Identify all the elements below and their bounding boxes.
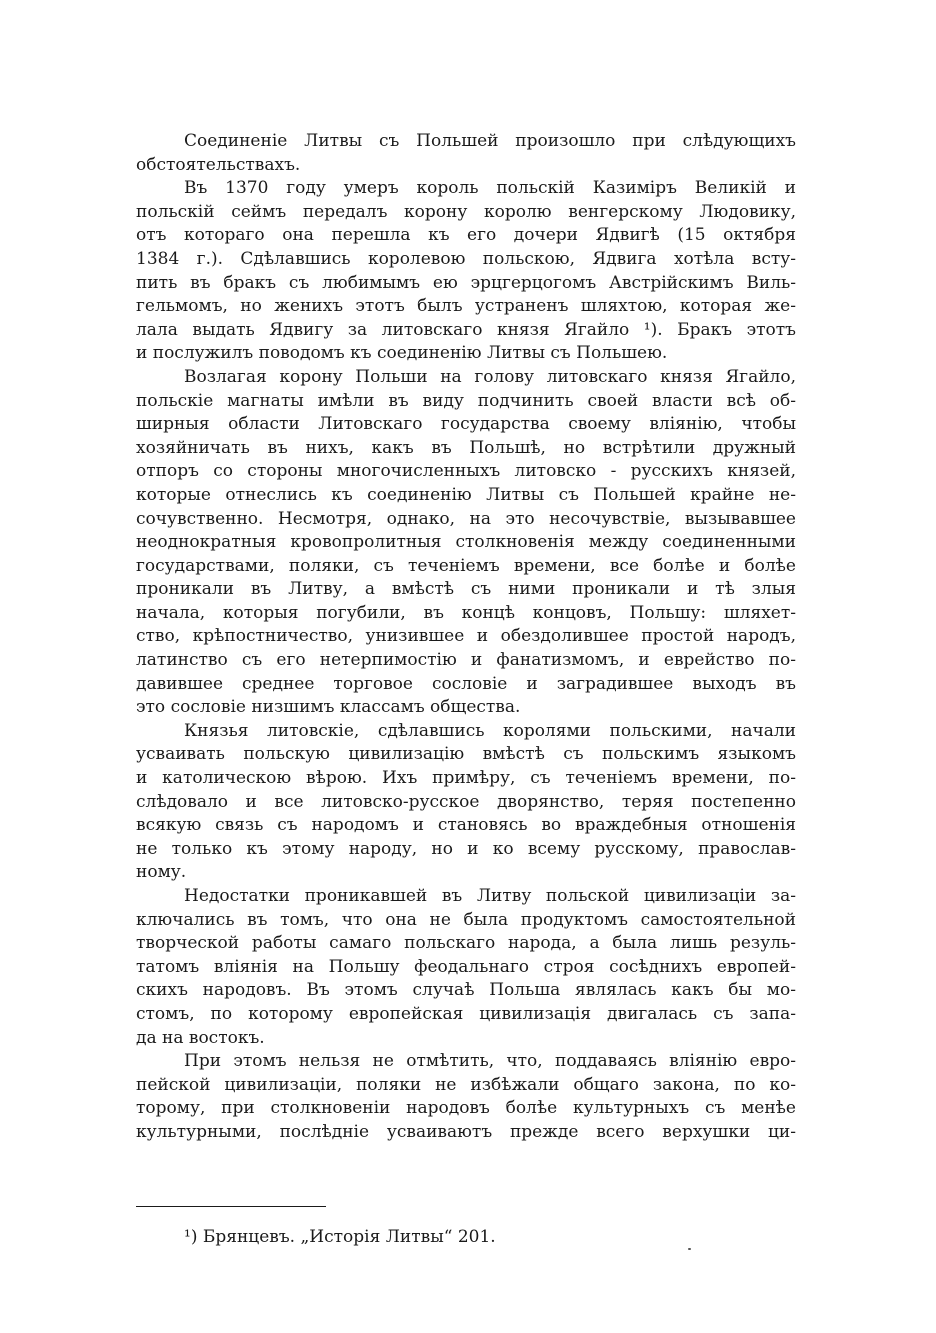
paragraph <box>136 1050 796 1144</box>
text-line: При этомъ нельзя не отмѣтить, что, поддаваясь вліянію евро- <box>184 1051 796 1072</box>
text-line: проникали въ Литву, а вмѣстѣ съ ними проникали и тѣ злыя <box>136 579 796 600</box>
text-line: скихъ народовъ. Въ этомъ случаѣ Польша являлась какъ бы мо- <box>136 980 796 1001</box>
text-line: Князья литовскіе, сдѣлавшись королями польскими, начали <box>184 720 796 741</box>
text-line: отпоръ со стороны многочисленныхъ литовско - русскихъ князей, <box>136 461 796 482</box>
text-line: татомъ вліянія на Польшу феодальнаго строя сосѣднихъ европей- <box>136 956 796 977</box>
text-line: пить въ бракъ съ любимымъ ею эрцгерцогомъ Австрійскимъ Виль- <box>136 272 796 293</box>
text-line: ному. <box>136 862 187 883</box>
text-line: которые отнеслись къ соединенію Литвы съ Польшей крайне не- <box>136 484 796 505</box>
footnote-divider <box>136 1206 326 1207</box>
text-line: ширныя области Литовскаго государства своему вліянію, чтобы <box>136 414 796 435</box>
main-text <box>136 130 796 1145</box>
text-line: да на востокъ. <box>136 1027 265 1048</box>
print-speck <box>688 1248 691 1250</box>
text-line: слѣдовало и все литовско-русское дворянство, теряя постепенно <box>136 791 796 812</box>
text-line: сочувственно. Несмотря, однако, на это несочувствіе, вызывавшее <box>136 508 796 529</box>
text-line: и послужилъ поводомъ къ соединенію Литвы съ Польшею. <box>136 343 668 364</box>
text-line: польскіе магнаты имѣли въ виду подчинить своей власти всѣ об- <box>136 390 796 411</box>
text-line: неоднократныя кровопролитныя столкновенія между соединенными <box>136 532 796 553</box>
text-line: усваивать польскую цивилизацію вмѣстѣ съ польскимъ языкомъ <box>136 744 796 765</box>
text-line: Соединеніе Литвы съ Польшей произошло при слѣдующихъ <box>184 131 796 151</box>
text-line: лала выдать Ядвигу за литовскаго князя Ягайло ¹). Бракъ этотъ <box>136 319 796 340</box>
text-line: стомъ, по которому европейская цивилизація двигалась съ запа- <box>136 1003 796 1024</box>
text-line: творческой работы самаго польскаго народа, а была лишь резуль- <box>136 933 796 954</box>
text-line: это сословіе низшимъ классамъ общества. <box>136 697 521 718</box>
text-line: ство, крѣпостничество, унизившее и обездолившее простой народъ, <box>136 626 796 647</box>
text-line: ключались въ томъ, что она не была продуктомъ самостоятельной <box>136 909 796 930</box>
text-line: культурными, послѣдніе усваиваютъ прежде всего верхушки ци- <box>136 1121 796 1142</box>
text-line: обстоятельствахъ. <box>136 154 301 175</box>
text-line: латинство съ его нетерпимостію и фанатизмомъ, и еврейство по- <box>136 650 796 671</box>
text-line: отъ котораго она перешла къ его дочери Ядвигѣ (15 октября <box>136 225 796 246</box>
text-line: гельмомъ, но женихъ этотъ былъ устраненъ шляхтою, которая же- <box>136 296 796 317</box>
footnote: ¹) Брянцевъ. „Исторія Литвы“ 201. <box>184 1227 496 1247</box>
text-line: хозяйничать въ нихъ, какъ въ Польшѣ, но встрѣтили дружный <box>136 437 796 458</box>
text-line: всякую связь съ народомъ и становясь во враждебныя отношенія <box>136 815 796 836</box>
text-line: не только къ этому народу, но и ко всему русскому, православ- <box>136 838 796 859</box>
text-line: начала, которыя погубили, въ концѣ концовъ, Польшу: шляхет- <box>136 602 796 623</box>
paragraph <box>136 366 796 720</box>
text-line: давившее среднее торговое сословіе и заградившее выходъ въ <box>136 673 796 694</box>
paragraph <box>136 177 796 366</box>
text-line: торому, при столкновеніи народовъ болѣе культурныхъ съ менѣе <box>136 1098 796 1119</box>
paragraph <box>136 130 796 177</box>
text-line: 1384 г.). Сдѣлавшись королевою польскою, Ядвига хотѣла всту- <box>136 248 796 269</box>
text-line: Возлагая корону Польши на голову литовскаго князя Ягайло, <box>184 366 796 387</box>
text-line: польскій сеймъ передалъ корону королю венгерскому Людовику, <box>136 201 796 222</box>
text-line: государствами, поляки, съ теченіемъ времени, все болѣе и болѣе <box>136 555 796 576</box>
text-line: пейской цивилизаціи, поляки не избѣжали общаго закона, по ко- <box>136 1074 796 1095</box>
text-line: и католическою вѣрою. Ихъ примѣру, съ теченіемъ времени, по- <box>136 768 796 789</box>
text-line: Въ 1370 году умеръ король польскій Казиміръ Великій и <box>184 178 796 199</box>
paragraph <box>136 885 796 1050</box>
text-line: Недостатки проникавшей въ Литву польской цивилизаціи за- <box>184 886 796 906</box>
paragraph <box>136 720 796 885</box>
